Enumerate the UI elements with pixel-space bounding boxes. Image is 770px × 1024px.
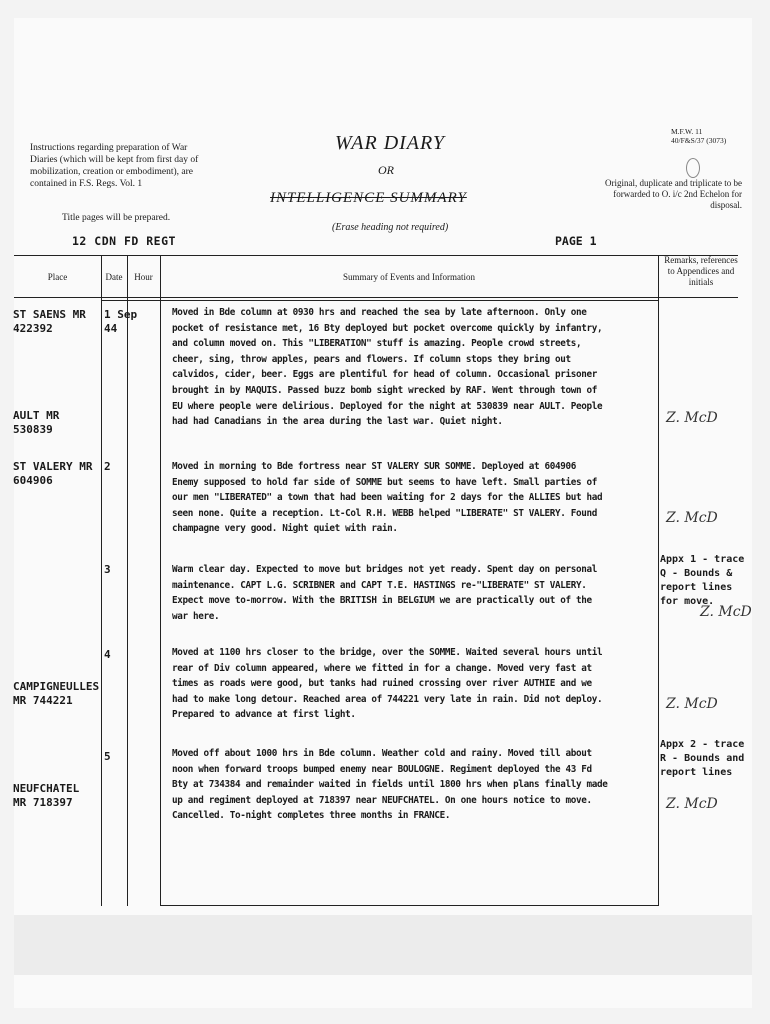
table-top-rule [14, 255, 738, 256]
distribution-note: Original, duplicate and triplicate to be forwarded to O. i/c 2nd Echelon for disposal. [605, 178, 742, 210]
column-header-remarks: Remarks, references to Appendices and initials [664, 255, 738, 287]
entry-place: NEUFCHATEL MR 718397 [13, 782, 80, 809]
entry-initials: Z. McD [666, 796, 718, 812]
page-number: PAGE 1 [555, 234, 597, 248]
summary-line: times as roads were good, but tanks had ruined crossing over river AUTHIE and we [172, 678, 592, 690]
summary-line: Moved in Bde column at 0930 hrs and reached the sea by late afternoon. Only one [172, 307, 587, 318]
entry-initials: Z. McD [700, 604, 752, 620]
scan-bottom-margin [14, 915, 752, 975]
entry-date: 5 [104, 750, 111, 763]
summary-line: calvidos, cider, beer. Eggs are plentiful for head of column. Occasional prisoner [172, 369, 598, 381]
summary-line: Moved at 1100 hrs closer to the bridge, over the SOMME. Waited several hours until [172, 647, 603, 658]
entry-summary [172, 562, 658, 624]
summary-column-rule [160, 256, 161, 906]
stamp-mark [686, 158, 700, 178]
entry-initials: Z. McD [666, 510, 718, 526]
summary-line: noon when forward troops bumped enemy near BOULOGNE. Regiment deployed the 43 Fd [172, 763, 592, 775]
column-header-place: Place [47, 272, 68, 282]
remarks-column-rule [658, 256, 659, 906]
summary-line: up and regiment deployed at 718397 near NEUFCHATEL. On one hours notice to move. [172, 794, 592, 806]
summary-line: Moved off about 1000 hrs in Bde column. Weather cold and rainy. Moved till about [172, 748, 592, 759]
document-title: WAR DIARY [335, 132, 445, 154]
table-header-rule-2 [101, 300, 658, 301]
summary-line: rear of Div column appeared, where we fitted in for a change. Moved very fast at [172, 662, 592, 674]
entry-date: 1 Sep 44 [104, 308, 138, 335]
struck-title: INTELLIGENCE SUMMARY [270, 190, 467, 206]
entry-date: 3 [104, 563, 111, 576]
entry-remarks: Appx 1 - trace Q - Bounds & report lines for move. [660, 554, 745, 607]
summary-line: Cancelled. To-night completes three months in FRANCE. [172, 810, 451, 822]
column-header-date: Date [105, 272, 123, 282]
table-bottom-rule [160, 905, 658, 906]
summary-line: war here. [172, 610, 220, 622]
date-column-rule [101, 256, 102, 906]
entry-summary [172, 645, 658, 723]
column-header-summary: Summary of Events and Information [343, 272, 475, 282]
summary-line: had had Canadians in the area during the last war. Quiet night. [172, 416, 503, 428]
summary-line: cheer, sing, throw apples, pears and flowers. If column stops they bring out [172, 353, 571, 365]
summary-line: pocket of resistance met, 16 Bty deployed but pocket overcome quickly by infantry, [172, 322, 603, 334]
entry-remarks: Appx 2 - trace R - Bounds and report lines [660, 739, 745, 778]
summary-line: Moved in morning to Bde fortress near ST VALERY SUR SOMME. Deployed at 604906 [172, 461, 577, 472]
summary-line: Warm clear day. Expected to move but bridges not yet ready. Spent day on personal [172, 564, 598, 575]
summary-line: maintenance. CAPT L.G. SCRIBNER and CAPT T.E. HASTINGS re-"LIBERATE" ST VALERY. [172, 579, 587, 591]
entry-summary [172, 459, 658, 537]
table-header-rule [14, 297, 738, 298]
entry-initials: Z. McD [666, 410, 718, 426]
erase-note: (Erase heading not required) [332, 222, 449, 233]
entry-place: ST SAENS MR 422392 [13, 308, 86, 335]
column-header-hour: Hour [134, 272, 153, 282]
entry-date: 2 [104, 460, 111, 473]
entry-summary [172, 305, 658, 430]
summary-line: EU where people were delirious. Deployed for the night at 530839 near AULT. People [172, 400, 603, 412]
entry-place: ST VALERY MR 604906 [13, 460, 93, 487]
summary-line: champagne very good. Night quiet with rain. [172, 523, 398, 535]
title-pages-note: Title pages will be prepared. [62, 213, 171, 223]
summary-line: and column moved on. This "LIBERATION" stuff is amazing. People crowd streets, [172, 338, 582, 350]
form-code: M.F.W. 11 40/F&S/37 (3073) [671, 127, 727, 145]
unit-name: 12 CDN FD REGT [72, 234, 176, 248]
summary-line: Prepared to advance at first light. [172, 709, 356, 721]
summary-line: Enemy supposed to hold far side of SOMME but seems to have left. Small parties of [172, 476, 598, 488]
instructions-text: Instructions regarding preparation of War Diaries (which will be kept from first day of mobilization, creation or embodiment), are contained in F.S. Regs. Vol. 1 [30, 143, 199, 189]
summary-line: brought in by MAQUIS. Passed buzz bomb sight wrecked by RAF. Went through town of [172, 384, 598, 396]
entry-place: CAMPIGNEULLES MR 744221 [13, 680, 100, 707]
summary-line: Expect move to-morrow. With the BRITISH in BELGIUM we are practically out of the [172, 595, 592, 607]
hour-column-rule [127, 256, 128, 906]
entry-date: 4 [104, 648, 111, 661]
entry-place-secondary: AULT MR 530839 [13, 409, 60, 436]
summary-line: our men "LIBERATED" a town that had been waiting for 2 days for the ALLIES but had [172, 492, 603, 504]
title-or: OR [378, 163, 394, 177]
entry-summary [172, 746, 658, 824]
summary-line: had to make long detour. Reached area of 744221 very late in rain. Did not deploy. [172, 693, 603, 705]
summary-line: seen none. Quite a reception. Lt-Col R.H. WEBB helped "LIBERATE" ST VALERY. Found [172, 507, 598, 519]
summary-line: Bty at 734384 and remainder waited in fields until 1800 hrs when plans finally made [172, 779, 608, 791]
entry-initials: Z. McD [666, 696, 718, 712]
